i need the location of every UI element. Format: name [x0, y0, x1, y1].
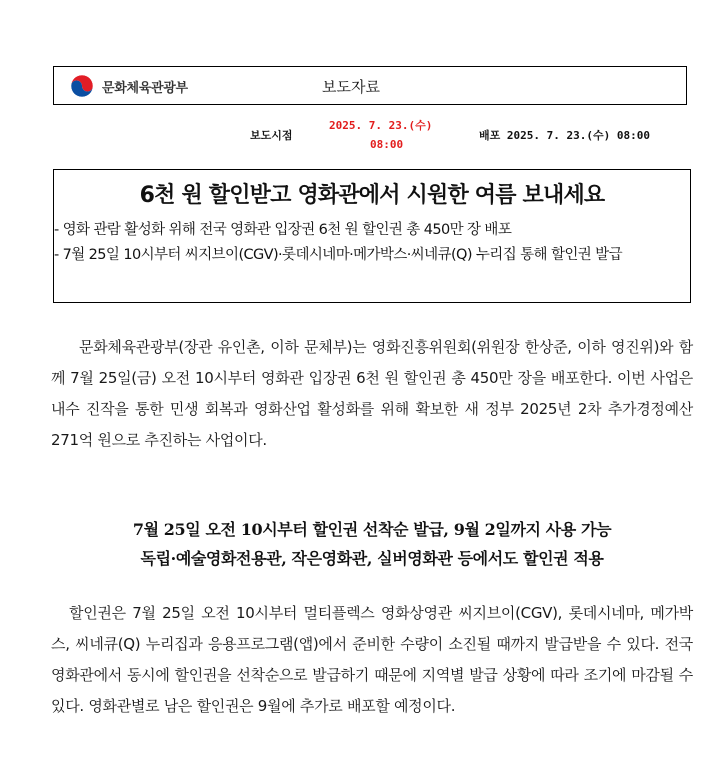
subtitle-2: - 7월 25일 10시부터 씨지브이(CGV)·롯데시네마·메가박스·씨네큐(Q) 누리집 통해 할인권 발급: [54, 247, 622, 263]
org-name: 문화체육관광부: [102, 80, 188, 96]
subtitle-1: - 영화 관람 활성화 위해 전국 영화관 입장권 6천 원 할인권 총 450만 장 배포: [54, 222, 512, 238]
ministry-logo: [69, 73, 188, 99]
embargo-time: 08:00: [370, 138, 404, 151]
embargo-label: 보도시점: [250, 129, 293, 142]
title-box: [53, 169, 691, 303]
distribution-datetime: 배포 2025. 7. 23.(수) 08:00: [479, 129, 650, 142]
taegeuk-logo-icon: [69, 73, 95, 99]
doc-type-label: 보도자료: [322, 78, 380, 96]
section-headline-1: 7월 25일 오전 10시부터 할인권 선착순 발급, 9월 2일까지 사용 가능: [132, 520, 612, 539]
embargo-date: 2025. 7. 23.(수): [329, 119, 433, 132]
header-box: [53, 66, 687, 105]
body-paragraph-2: 할인권은 7월 25일 오전 10시부터 멀티플렉스 영화상영관 씨지브이(CGV), 롯데시네마, 메가박스, 씨네큐(Q) 누리집과 응용프로그램(앱)에서 준비한 수량이 소진될 때까지 발급받을 수 있다. 전국 영화관에서 동시에 할인권을 선착순으로 발급하기 때문에 지역별 발급 상황에 따라 조기에 마감될 수 있다. 영화관별로 남은 할인권은 9월에 추가로 배포할 예정이다.: [51, 604, 693, 715]
body-paragraph-1: 문화체육관광부(장관 유인촌, 이하 문체부)는 영화진흥위원회(위원장 한상준, 이하 영진위)와 함께 7월 25일(금) 오전 10시부터 영화관 입장권 6천 원 할인권 총 450만 장을 배포한다. 이번 사업은 내수 진작을 통한 민생 회복과 영화산업 활성화를 위해 확보한 새 정부 2025년 2차 추가경정예산 271억 원으로 추진하는 사업이다.: [51, 338, 693, 449]
page-title: 6천 원 할인받고 영화관에서 시원한 여름 보내세요: [139, 183, 605, 208]
section-headline-2: 독립·예술영화전용관, 작은영화관, 실버영화관 등에서도 할인권 적용: [140, 549, 604, 568]
